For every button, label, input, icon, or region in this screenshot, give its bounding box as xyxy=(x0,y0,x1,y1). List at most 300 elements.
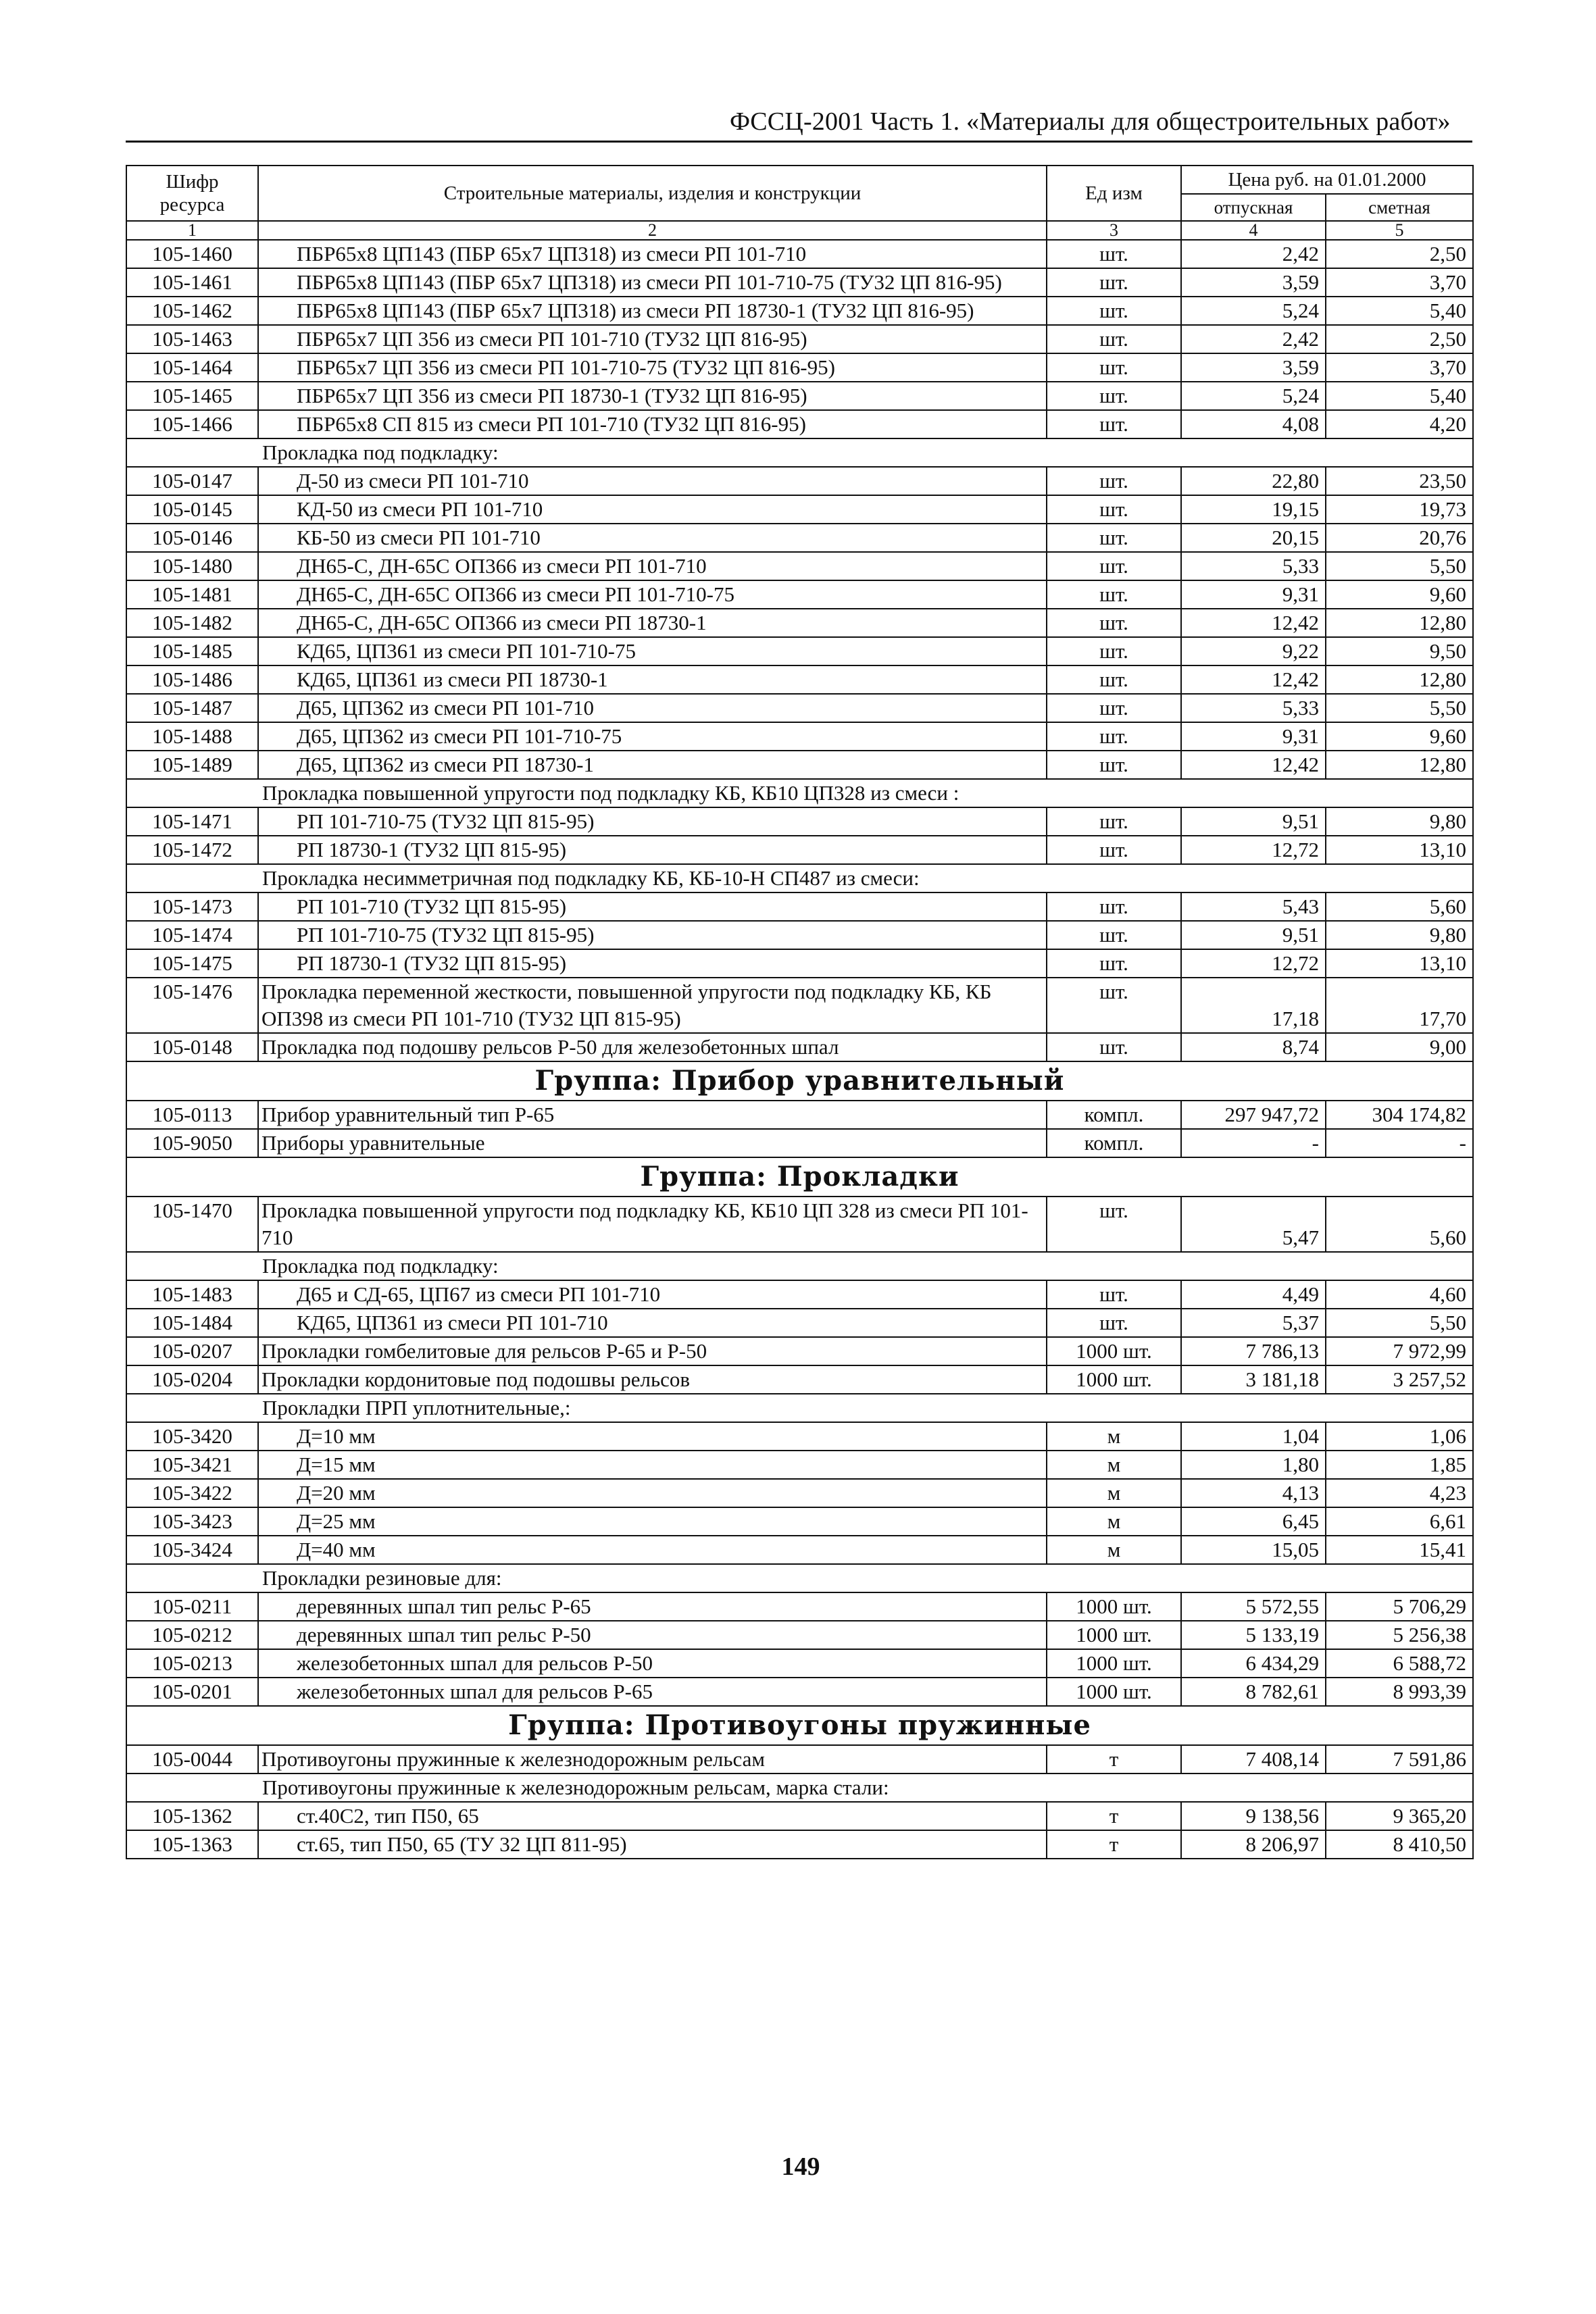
price-release: 22,80 xyxy=(1181,467,1326,495)
price-estimate: 9 365,20 xyxy=(1326,1802,1473,1830)
resource-code: 105-3420 xyxy=(126,1422,258,1451)
price-estimate: 9,60 xyxy=(1326,580,1473,609)
table-row xyxy=(126,609,1473,637)
material-name: ДН65-С, ДН-65С ОП366 из смеси РП 101-710-75 xyxy=(258,580,1047,609)
material-name: Прокладки кордонитовые под подошвы рельсов xyxy=(258,1365,1047,1394)
price-release: 4,13 xyxy=(1181,1479,1326,1507)
price-estimate: 12,80 xyxy=(1326,665,1473,694)
price-release: 297 947,72 xyxy=(1181,1101,1326,1129)
resource-code: 105-0147 xyxy=(126,467,258,495)
table-row xyxy=(126,751,1473,779)
price-estimate: 19,73 xyxy=(1326,495,1473,524)
group-heading-row xyxy=(126,1706,1473,1745)
unit: шт. xyxy=(1047,1280,1181,1309)
price-estimate: 2,50 xyxy=(1326,325,1473,353)
price-release: 2,42 xyxy=(1181,325,1326,353)
header-price-release: отпускная xyxy=(1181,194,1326,221)
price-release: 19,15 xyxy=(1181,495,1326,524)
unit: шт. xyxy=(1047,297,1181,325)
table-row xyxy=(126,1280,1473,1309)
price-release: 5,33 xyxy=(1181,694,1326,722)
table-row xyxy=(126,382,1473,410)
resource-code: 105-1464 xyxy=(126,353,258,382)
resource-code: 105-1474 xyxy=(126,921,258,949)
price-estimate: 6 588,72 xyxy=(1326,1649,1473,1678)
table-row xyxy=(126,921,1473,949)
resource-code: 105-1471 xyxy=(126,807,258,836)
price-release: 12,72 xyxy=(1181,836,1326,864)
price-release: 5,33 xyxy=(1181,552,1326,580)
resource-code: 105-0201 xyxy=(126,1678,258,1706)
price-estimate: 5 706,29 xyxy=(1326,1592,1473,1621)
price-estimate: 3,70 xyxy=(1326,353,1473,382)
resource-code: 105-0211 xyxy=(126,1592,258,1621)
page-number: 149 xyxy=(781,2153,820,2181)
table-row xyxy=(126,1101,1473,1129)
material-name: ПБР65х8 ЦП143 (ПБР 65х7 ЦП318) из смеси РП 101-710 xyxy=(258,240,1047,268)
column-number: 1 xyxy=(126,221,258,240)
price-estimate: 7 972,99 xyxy=(1326,1337,1473,1365)
resource-code: 105-1481 xyxy=(126,580,258,609)
material-name: железобетонных шпал для рельсов Р-50 xyxy=(258,1649,1047,1678)
group-heading-row xyxy=(126,1157,1473,1197)
table-row xyxy=(126,1309,1473,1337)
price-estimate: 5,40 xyxy=(1326,297,1473,325)
resource-code: 105-1460 xyxy=(126,240,258,268)
price-estimate: 4,60 xyxy=(1326,1280,1473,1309)
material-name: ПБР65х7 ЦП 356 из смеси РП 101-710 (ТУ32 ЦП 816-95) xyxy=(258,325,1047,353)
subheading: Прокладка несимметричная под подкладку КБ, КБ-10-Н СП487 из смеси: xyxy=(126,864,1473,892)
subheading-row xyxy=(126,438,1473,467)
unit: шт. xyxy=(1047,722,1181,751)
table-row xyxy=(126,722,1473,751)
material-name: Д=10 мм xyxy=(258,1422,1047,1451)
price-release: 6 434,29 xyxy=(1181,1649,1326,1678)
header-price-group: Цена руб. на 01.01.2000 xyxy=(1181,166,1473,194)
price-release: 5,24 xyxy=(1181,297,1326,325)
material-name: Д65 и СД-65, ЦП67 из смеси РП 101-710 xyxy=(258,1280,1047,1309)
resource-code: 105-1462 xyxy=(126,297,258,325)
unit: м xyxy=(1047,1451,1181,1479)
price-release: 3,59 xyxy=(1181,268,1326,297)
table-row xyxy=(126,1592,1473,1621)
unit: компл. xyxy=(1047,1101,1181,1129)
price-release: 7 786,13 xyxy=(1181,1337,1326,1365)
price-estimate: 3,70 xyxy=(1326,268,1473,297)
table-row xyxy=(126,1451,1473,1479)
subheading: Противоугоны пружинные к железнодорожным рельсам, марка стали: xyxy=(126,1774,1473,1802)
column-number: 4 xyxy=(1181,221,1326,240)
unit: м xyxy=(1047,1507,1181,1536)
unit: шт. xyxy=(1047,467,1181,495)
price-estimate: 2,50 xyxy=(1326,240,1473,268)
unit: шт. xyxy=(1047,1309,1181,1337)
material-name: Д=15 мм xyxy=(258,1451,1047,1479)
table-row xyxy=(126,1365,1473,1394)
price-table xyxy=(126,165,1474,1859)
subheading-row xyxy=(126,864,1473,892)
price-release: 5,43 xyxy=(1181,892,1326,921)
subheading: Прокладка под подкладку: xyxy=(126,438,1473,467)
resource-code: 105-0204 xyxy=(126,1365,258,1394)
material-name: деревянных шпал тип рельс Р-50 xyxy=(258,1621,1047,1649)
unit: шт. xyxy=(1047,807,1181,836)
resource-code: 105-1472 xyxy=(126,836,258,864)
subheading: Прокладки ПРП уплотнительные,: xyxy=(126,1394,1473,1422)
price-estimate: 6,61 xyxy=(1326,1507,1473,1536)
material-name: Д65, ЦП362 из смеси РП 101-710-75 xyxy=(258,722,1047,751)
price-release: 8,74 xyxy=(1181,1033,1326,1061)
resource-code: 105-1463 xyxy=(126,325,258,353)
unit: компл. xyxy=(1047,1129,1181,1157)
resource-code: 105-0148 xyxy=(126,1033,258,1061)
price-estimate: 5,40 xyxy=(1326,382,1473,410)
material-name: РП 101-710 (ТУ32 ЦП 815-95) xyxy=(258,892,1047,921)
price-release: 3 181,18 xyxy=(1181,1365,1326,1394)
table-row xyxy=(126,268,1473,297)
table-row xyxy=(126,410,1473,438)
price-estimate: 23,50 xyxy=(1326,467,1473,495)
material-name: ПБР65х7 ЦП 356 из смеси РП 101-710-75 (ТУ32 ЦП 816-95) xyxy=(258,353,1047,382)
material-name: ПБР65х8 ЦП143 (ПБР 65х7 ЦП318) из смеси РП 101-710-75 (ТУ32 ЦП 816-95) xyxy=(258,268,1047,297)
subheading: Прокладка под подкладку: xyxy=(126,1252,1473,1280)
resource-code: 105-1363 xyxy=(126,1830,258,1859)
price-release: 12,42 xyxy=(1181,751,1326,779)
resource-code: 105-0213 xyxy=(126,1649,258,1678)
table-row xyxy=(126,1536,1473,1564)
header-rule xyxy=(126,141,1472,143)
table-row xyxy=(126,1649,1473,1678)
column-number: 2 xyxy=(258,221,1047,240)
unit: шт. xyxy=(1047,1033,1181,1061)
resource-code: 105-1465 xyxy=(126,382,258,410)
price-estimate: 9,50 xyxy=(1326,637,1473,665)
price-release: 4,08 xyxy=(1181,410,1326,438)
material-name: ДН65-С, ДН-65С ОП366 из смеси РП 18730-1 xyxy=(258,609,1047,637)
price-release: - xyxy=(1181,1129,1326,1157)
table-row xyxy=(126,665,1473,694)
unit: шт. xyxy=(1047,751,1181,779)
price-release: 6,45 xyxy=(1181,1507,1326,1536)
table-row xyxy=(126,1745,1473,1774)
material-name: Прокладки гомбелитовые для рельсов Р-65 и Р-50 xyxy=(258,1337,1047,1365)
group-heading: Группа: Противоугоны пружинные xyxy=(126,1706,1473,1745)
price-release: 9,31 xyxy=(1181,722,1326,751)
material-name: железобетонных шпал для рельсов Р-65 xyxy=(258,1678,1047,1706)
group-heading: Группа: Прокладки xyxy=(126,1157,1473,1197)
material-name: КД-50 из смеси РП 101-710 xyxy=(258,495,1047,524)
unit: 1000 шт. xyxy=(1047,1621,1181,1649)
table-row xyxy=(126,1337,1473,1365)
price-release: 9,22 xyxy=(1181,637,1326,665)
price-release: 5,47 xyxy=(1181,1197,1326,1252)
resource-code: 105-1488 xyxy=(126,722,258,751)
resource-code: 105-0145 xyxy=(126,495,258,524)
unit: шт. xyxy=(1047,892,1181,921)
price-release: 15,05 xyxy=(1181,1536,1326,1564)
material-name: Прибор уравнительный тип Р-65 xyxy=(258,1101,1047,1129)
price-release: 3,59 xyxy=(1181,353,1326,382)
resource-code: 105-1476 xyxy=(126,978,258,1033)
unit: 1000 шт. xyxy=(1047,1649,1181,1678)
unit: 1000 шт. xyxy=(1047,1678,1181,1706)
resource-code: 105-1489 xyxy=(126,751,258,779)
price-release: 9,51 xyxy=(1181,921,1326,949)
price-estimate: 5 256,38 xyxy=(1326,1621,1473,1649)
price-release: 9,51 xyxy=(1181,807,1326,836)
material-name: РП 101-710-75 (ТУ32 ЦП 815-95) xyxy=(258,807,1047,836)
price-estimate: 3 257,52 xyxy=(1326,1365,1473,1394)
price-estimate: 13,10 xyxy=(1326,949,1473,978)
price-release: 12,42 xyxy=(1181,665,1326,694)
price-release: 1,04 xyxy=(1181,1422,1326,1451)
resource-code: 105-1475 xyxy=(126,949,258,978)
material-name: деревянных шпал тип рельс Р-65 xyxy=(258,1592,1047,1621)
header-code: Шифр ресурса xyxy=(126,166,258,221)
unit: шт. xyxy=(1047,410,1181,438)
table-row xyxy=(126,1621,1473,1649)
resource-code: 105-1484 xyxy=(126,1309,258,1337)
material-name: Д=25 мм xyxy=(258,1507,1047,1536)
unit: шт. xyxy=(1047,580,1181,609)
table-row xyxy=(126,1479,1473,1507)
price-release: 7 408,14 xyxy=(1181,1745,1326,1774)
unit: шт. xyxy=(1047,524,1181,552)
table-row xyxy=(126,240,1473,268)
resource-code: 105-1473 xyxy=(126,892,258,921)
table-row xyxy=(126,1422,1473,1451)
unit: шт. xyxy=(1047,836,1181,864)
unit: шт. xyxy=(1047,637,1181,665)
table-row xyxy=(126,580,1473,609)
table-row xyxy=(126,637,1473,665)
price-estimate: 8 410,50 xyxy=(1326,1830,1473,1859)
price-estimate: 9,80 xyxy=(1326,807,1473,836)
material-name: Д=20 мм xyxy=(258,1479,1047,1507)
price-release: 9,31 xyxy=(1181,580,1326,609)
price-release: 5 133,19 xyxy=(1181,1621,1326,1649)
column-number: 5 xyxy=(1326,221,1473,240)
resource-code: 105-3422 xyxy=(126,1479,258,1507)
subheading: Прокладки резиновые для: xyxy=(126,1564,1473,1592)
resource-code: 105-1487 xyxy=(126,694,258,722)
price-release: 5,37 xyxy=(1181,1309,1326,1337)
resource-code: 105-1466 xyxy=(126,410,258,438)
subheading: Прокладка повышенной упругости под подкладку КБ, КБ10 ЦП328 из смеси : xyxy=(126,779,1473,807)
price-estimate: 1,06 xyxy=(1326,1422,1473,1451)
price-estimate: 5,50 xyxy=(1326,552,1473,580)
unit: т xyxy=(1047,1830,1181,1859)
resource-code: 105-1480 xyxy=(126,552,258,580)
table-row xyxy=(126,524,1473,552)
table-row xyxy=(126,978,1473,1033)
price-estimate: - xyxy=(1326,1129,1473,1157)
price-estimate: 4,20 xyxy=(1326,410,1473,438)
price-estimate: 9,80 xyxy=(1326,921,1473,949)
subheading-row xyxy=(126,1252,1473,1280)
price-release: 17,18 xyxy=(1181,978,1326,1033)
resource-code: 105-3421 xyxy=(126,1451,258,1479)
table-row xyxy=(126,325,1473,353)
resource-code: 105-1461 xyxy=(126,268,258,297)
unit: 1000 шт. xyxy=(1047,1337,1181,1365)
material-name: Приборы уравнительные xyxy=(258,1129,1047,1157)
price-estimate: 12,80 xyxy=(1326,609,1473,637)
header-name: Строительные материалы, изделия и конструкции xyxy=(258,166,1047,221)
material-name: Прокладка под подошву рельсов Р-50 для железобетонных шпал xyxy=(258,1033,1047,1061)
price-release: 20,15 xyxy=(1181,524,1326,552)
resource-code: 105-3423 xyxy=(126,1507,258,1536)
material-name: КД65, ЦП361 из смеси РП 18730-1 xyxy=(258,665,1047,694)
price-estimate: 1,85 xyxy=(1326,1451,1473,1479)
price-release: 4,49 xyxy=(1181,1280,1326,1309)
unit: шт. xyxy=(1047,382,1181,410)
unit: шт. xyxy=(1047,978,1181,1033)
material-name: Д65, ЦП362 из смеси РП 18730-1 xyxy=(258,751,1047,779)
material-name: КД65, ЦП361 из смеси РП 101-710-75 xyxy=(258,637,1047,665)
material-name: ст.40С2, тип П50, 65 xyxy=(258,1802,1047,1830)
price-estimate: 17,70 xyxy=(1326,978,1473,1033)
table-row xyxy=(126,836,1473,864)
price-estimate: 20,76 xyxy=(1326,524,1473,552)
price-estimate: 304 174,82 xyxy=(1326,1101,1473,1129)
group-heading-row xyxy=(126,1061,1473,1101)
table-row xyxy=(126,807,1473,836)
price-estimate: 5,60 xyxy=(1326,892,1473,921)
table-row xyxy=(126,1830,1473,1859)
price-estimate: 7 591,86 xyxy=(1326,1745,1473,1774)
price-release: 8 782,61 xyxy=(1181,1678,1326,1706)
price-estimate: 15,41 xyxy=(1326,1536,1473,1564)
price-estimate: 5,50 xyxy=(1326,1309,1473,1337)
table-row xyxy=(126,1197,1473,1252)
material-name: РП 18730-1 (ТУ32 ЦП 815-95) xyxy=(258,949,1047,978)
resource-code: 105-0212 xyxy=(126,1621,258,1649)
table-row xyxy=(126,1033,1473,1061)
price-release: 5,24 xyxy=(1181,382,1326,410)
material-name: ПБР65х7 ЦП 356 из смеси РП 18730-1 (ТУ32 ЦП 816-95) xyxy=(258,382,1047,410)
material-name: КБ-50 из смеси РП 101-710 xyxy=(258,524,1047,552)
header-price-estimate: сметная xyxy=(1326,194,1473,221)
price-estimate: 13,10 xyxy=(1326,836,1473,864)
unit: т xyxy=(1047,1745,1181,1774)
subheading-row xyxy=(126,1774,1473,1802)
price-release: 9 138,56 xyxy=(1181,1802,1326,1830)
subheading-row xyxy=(126,1564,1473,1592)
resource-code: 105-0044 xyxy=(126,1745,258,1774)
unit: шт. xyxy=(1047,268,1181,297)
resource-code: 105-1470 xyxy=(126,1197,258,1252)
material-name: Д65, ЦП362 из смеси РП 101-710 xyxy=(258,694,1047,722)
price-estimate: 12,80 xyxy=(1326,751,1473,779)
resource-code: 105-3424 xyxy=(126,1536,258,1564)
header-unit: Ед изм xyxy=(1047,166,1181,221)
unit: шт. xyxy=(1047,949,1181,978)
resource-code: 105-1485 xyxy=(126,637,258,665)
resource-code: 105-9050 xyxy=(126,1129,258,1157)
unit: шт. xyxy=(1047,921,1181,949)
unit: м xyxy=(1047,1479,1181,1507)
resource-code: 105-1362 xyxy=(126,1802,258,1830)
unit: шт. xyxy=(1047,552,1181,580)
price-estimate: 8 993,39 xyxy=(1326,1678,1473,1706)
price-release: 8 206,97 xyxy=(1181,1830,1326,1859)
table-row xyxy=(126,353,1473,382)
table-row xyxy=(126,495,1473,524)
unit: шт. xyxy=(1047,1197,1181,1252)
subheading-row xyxy=(126,779,1473,807)
group-heading: Группа: Прибор уравнительный xyxy=(126,1061,1473,1101)
resource-code: 105-1482 xyxy=(126,609,258,637)
table-row xyxy=(126,949,1473,978)
table-row xyxy=(126,297,1473,325)
material-name: Прокладка повышенной упругости под подкладку КБ, КБ10 ЦП 328 из смеси РП 101-710 xyxy=(258,1197,1047,1252)
unit: шт. xyxy=(1047,609,1181,637)
table-row xyxy=(126,1507,1473,1536)
unit: шт. xyxy=(1047,240,1181,268)
table-row xyxy=(126,1678,1473,1706)
resource-code: 105-0113 xyxy=(126,1101,258,1129)
unit: т xyxy=(1047,1802,1181,1830)
table-row xyxy=(126,467,1473,495)
column-number: 3 xyxy=(1047,221,1181,240)
price-release: 2,42 xyxy=(1181,240,1326,268)
unit: шт. xyxy=(1047,694,1181,722)
price-release: 1,80 xyxy=(1181,1451,1326,1479)
material-name: Д=40 мм xyxy=(258,1536,1047,1564)
material-name: КД65, ЦП361 из смеси РП 101-710 xyxy=(258,1309,1047,1337)
page-header-title: ФССЦ-2001 Часть 1. «Материалы для общестроительных работ» xyxy=(730,107,1451,136)
table-row xyxy=(126,1802,1473,1830)
price-estimate: 9,00 xyxy=(1326,1033,1473,1061)
price-release: 12,42 xyxy=(1181,609,1326,637)
table-body xyxy=(126,240,1473,1859)
price-release: 12,72 xyxy=(1181,949,1326,978)
unit: шт. xyxy=(1047,353,1181,382)
subheading-row xyxy=(126,1394,1473,1422)
price-release: 5 572,55 xyxy=(1181,1592,1326,1621)
material-name: РП 101-710-75 (ТУ32 ЦП 815-95) xyxy=(258,921,1047,949)
material-name: ДН65-С, ДН-65С ОП366 из смеси РП 101-710 xyxy=(258,552,1047,580)
unit: м xyxy=(1047,1536,1181,1564)
resource-code: 105-0146 xyxy=(126,524,258,552)
resource-code: 105-1486 xyxy=(126,665,258,694)
table-row xyxy=(126,694,1473,722)
material-name: ПБР65х8 СП 815 из смеси РП 101-710 (ТУ32 ЦП 816-95) xyxy=(258,410,1047,438)
material-name: Противоугоны пружинные к железнодорожным рельсам xyxy=(258,1745,1047,1774)
price-estimate: 9,60 xyxy=(1326,722,1473,751)
unit: 1000 шт. xyxy=(1047,1592,1181,1621)
unit: м xyxy=(1047,1422,1181,1451)
unit: шт. xyxy=(1047,495,1181,524)
unit: шт. xyxy=(1047,325,1181,353)
material-name: ст.65, тип П50, 65 (ТУ 32 ЦП 811-95) xyxy=(258,1830,1047,1859)
resource-code: 105-1483 xyxy=(126,1280,258,1309)
price-estimate: 5,50 xyxy=(1326,694,1473,722)
material-name: Д-50 из смеси РП 101-710 xyxy=(258,467,1047,495)
table-row xyxy=(126,552,1473,580)
material-name: РП 18730-1 (ТУ32 ЦП 815-95) xyxy=(258,836,1047,864)
material-name: Прокладка переменной жесткости, повышенной упругости под подкладку КБ, КБ ОП398 из смеси РП 101-710 (ТУ32 ЦП 815-95) xyxy=(258,978,1047,1033)
table-row xyxy=(126,892,1473,921)
table-row xyxy=(126,1129,1473,1157)
price-estimate: 4,23 xyxy=(1326,1479,1473,1507)
unit: 1000 шт. xyxy=(1047,1365,1181,1394)
price-estimate: 5,60 xyxy=(1326,1197,1473,1252)
material-name: ПБР65х8 ЦП143 (ПБР 65х7 ЦП318) из смеси РП 18730-1 (ТУ32 ЦП 816-95) xyxy=(258,297,1047,325)
unit: шт. xyxy=(1047,665,1181,694)
resource-code: 105-0207 xyxy=(126,1337,258,1365)
